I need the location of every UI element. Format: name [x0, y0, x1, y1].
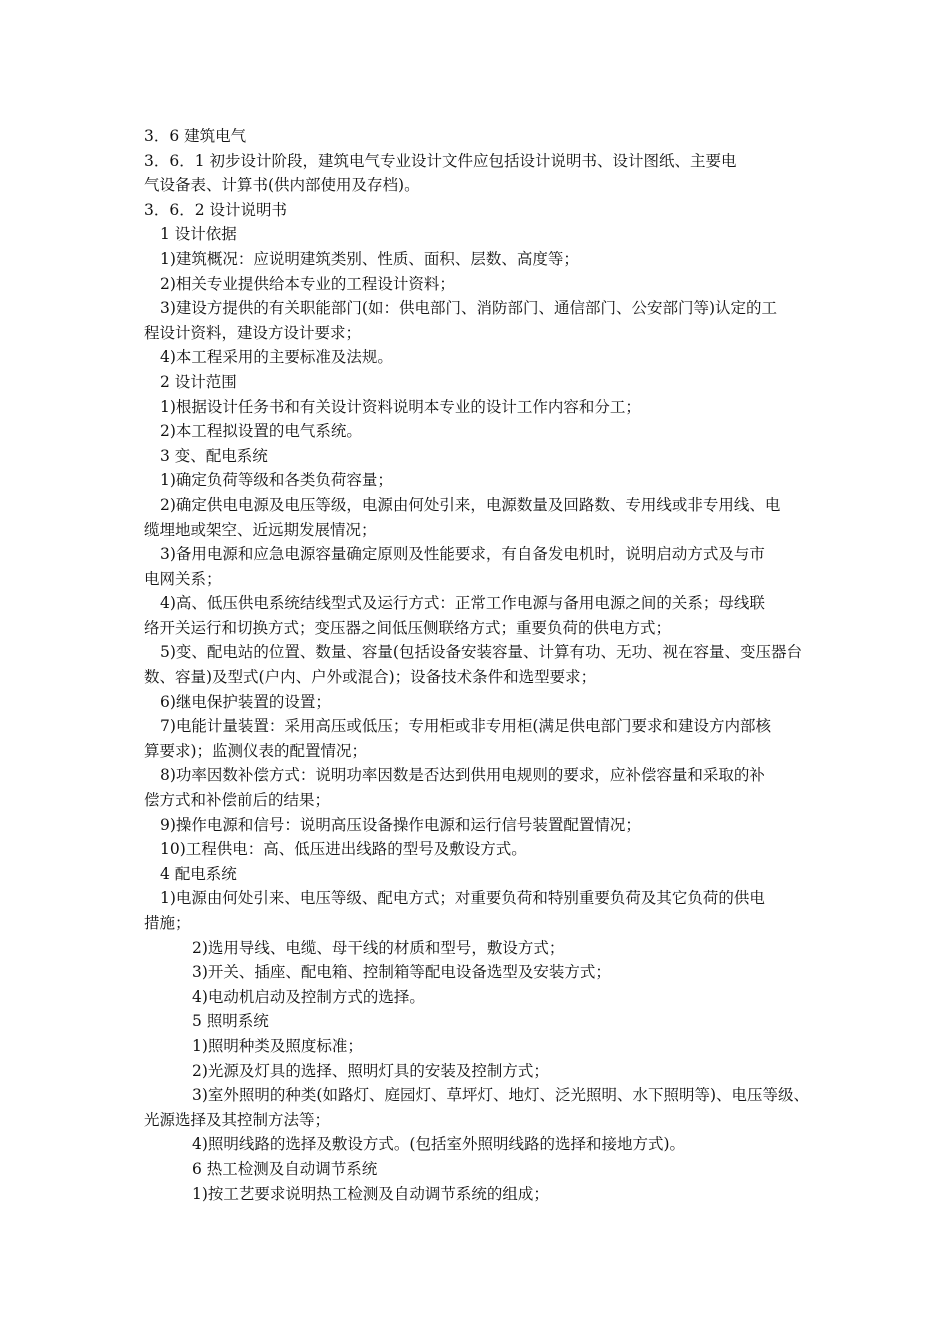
list-item-continuation: 数、容量)及型式(户内、户外或混合)；设备技术条件和选型要求； — [144, 668, 597, 687]
document-body — [144, 124, 816, 1206]
list-item-continuation: 偿方式和补偿前后的结果； — [144, 791, 331, 810]
list-item-continuation: 电网关系； — [144, 569, 222, 588]
list-item: 1)照明种类及照度标准； — [192, 1036, 363, 1055]
list-item: 2)光源及灯具的选择、照明灯具的安装及控制方式； — [192, 1061, 549, 1080]
list-item-continuation: 程设计资料，建设方设计要求； — [144, 323, 362, 342]
list-item: 4)电动机启动及控制方式的选择。 — [192, 987, 425, 1006]
item-heading: 2 设计范围 — [160, 372, 237, 391]
list-item-continuation: 光源选择及其控制方法等； — [144, 1110, 331, 1129]
paragraph-line: 3．6．1 初步设计阶段，建筑电气专业设计文件应包括设计说明书、设计图纸、主要电 — [144, 151, 737, 170]
list-item: 1)根据设计任务书和有关设计资料说明本专业的设计工作内容和分工； — [160, 397, 641, 416]
list-item: 1)按工艺要求说明热工检测及自动调节系统的组成； — [192, 1184, 549, 1203]
list-item: 7)电能计量装置：采用高压或低压；专用柜或非专用柜(满足供电部门要求和建设方内部核 — [160, 717, 771, 736]
list-item: 5)变、配电站的位置、数量、容量(包括设备安装容量、计算有功、无功、视在容量、变压器台 — [160, 643, 802, 662]
list-item: 2)确定供电电源及电压等级，电源由何处引来，电源数量及回路数、专用线或非专用线、电 — [160, 495, 781, 514]
subsection-heading: 3．6．2 设计说明书 — [144, 200, 288, 219]
list-item: 8)功率因数补偿方式：说明功率因数是否达到供用电规则的要求，应补偿容量和采取的补 — [160, 766, 765, 785]
paragraph-line: 气设备表、计算书(供内部使用及存档)。 — [144, 176, 420, 195]
list-item: 9)操作电源和信号：说明高压设备操作电源和运行信号装置配置情况； — [160, 815, 641, 834]
list-item: 1)建筑概况：应说明建筑类别、性质、面积、层数、高度等； — [160, 249, 579, 268]
item-heading: 1 设计依据 — [160, 225, 237, 244]
list-item-continuation: 络开关运行和切换方式；变压器之间低压侧联络方式；重要负荷的供电方式； — [144, 618, 672, 637]
list-item: 10)工程供电：高、低压进出线路的型号及敷设方式。 — [160, 840, 527, 859]
item-heading: 3 变、配电系统 — [160, 446, 268, 465]
list-item: 1)电源由何处引来、电压等级、配电方式；对重要负荷和特别重要负荷及其它负荷的供电 — [160, 889, 765, 908]
section-heading: 3．6 建筑电气 — [144, 127, 247, 145]
list-item: 4)本工程采用的主要标准及法规。 — [160, 348, 393, 367]
list-item-continuation: 措施； — [144, 914, 191, 932]
item-heading: 4 配电系统 — [160, 864, 237, 883]
list-item-continuation: 算要求)；监测仪表的配置情况； — [144, 741, 368, 760]
list-item: 2)本工程拟设置的电气系统。 — [160, 422, 362, 441]
list-item-continuation: 缆埋地或架空、近远期发展情况； — [144, 520, 377, 539]
list-item: 4)高、低压供电系统结线型式及运行方式：正常工作电源与备用电源之间的关系；母线联 — [160, 594, 765, 613]
list-item: 3)室外照明的种类(如路灯、庭园灯、草坪灯、地灯、泛光照明、水下照明等)、电压等级、 — [192, 1086, 810, 1105]
list-item: 2)选用导线、电缆、母干线的材质和型号，敷设方式； — [192, 938, 565, 957]
list-item: 2)相关专业提供给本专业的工程设计资料； — [160, 274, 455, 293]
list-item: 3)建设方提供的有关职能部门(如：供电部门、消防部门、通信部门、公安部门等)认定的工 — [160, 299, 778, 318]
list-item: 4)照明线路的选择及敷设方式。(包括室外照明线路的选择和接地方式)。 — [192, 1135, 686, 1154]
item-heading: 6 热工检测及自动调节系统 — [192, 1159, 378, 1178]
list-item: 6)继电保护装置的设置； — [160, 692, 331, 711]
list-item: 1)确定负荷等级和各类负荷容量； — [160, 471, 393, 490]
list-item: 3)备用电源和应急电源容量确定原则及性能要求，有自备发电机时，说明启动方式及与市 — [160, 545, 765, 564]
list-item: 3)开关、插座、配电箱、控制箱等配电设备选型及安装方式； — [192, 963, 611, 982]
item-heading: 5 照明系统 — [192, 1012, 269, 1031]
